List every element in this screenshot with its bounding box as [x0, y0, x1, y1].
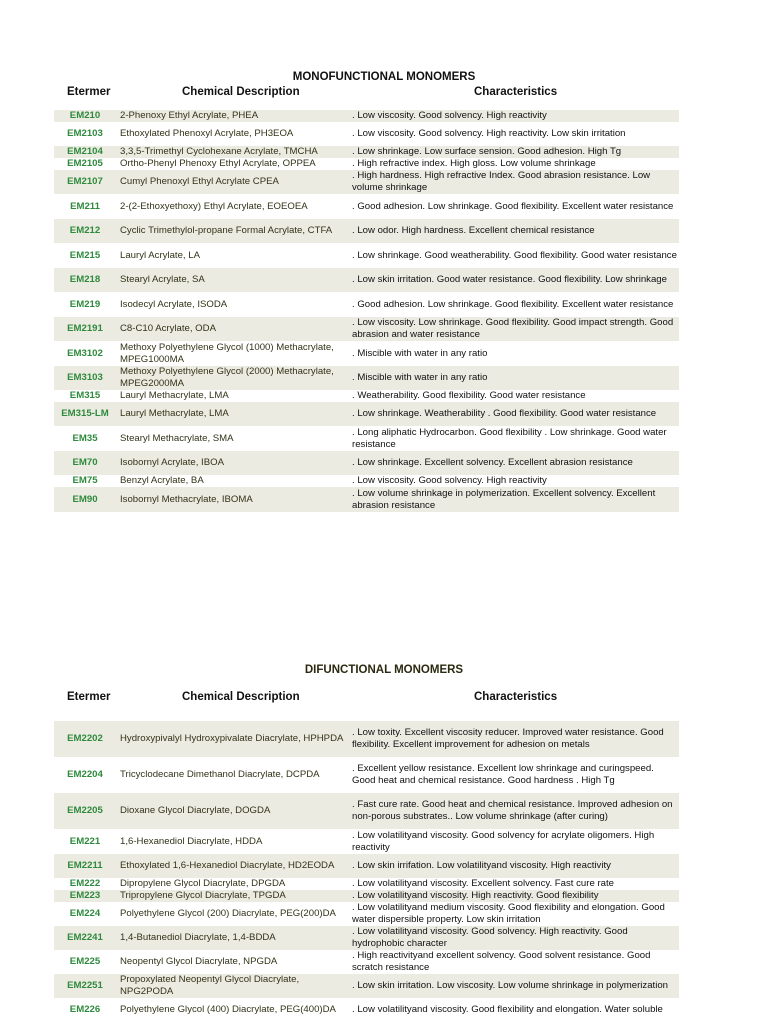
- product-code: EM2191: [54, 317, 116, 341]
- section-title: MONOFUNCTIONAL MONOMERS: [292, 71, 476, 83]
- header-etermer: Etermer: [67, 691, 111, 703]
- characteristics: . Long aliphatic Hydrocarbon. Good flexibility . Low shrinkage. Good water resistance: [352, 426, 667, 450]
- table-row: [54, 487, 679, 512]
- table-row: [54, 475, 679, 487]
- table-row: [54, 721, 679, 757]
- characteristics: . Low skin irritation. Low viscosity. Low volume shrinkage in polymerization: [348, 974, 679, 998]
- table-row: [54, 390, 679, 402]
- product-code: EM218: [54, 268, 116, 292]
- table-row: [54, 998, 679, 1022]
- chemical-description: 2-(2-Ethoxyethoxy) Ethyl Acrylate, EOEOEA: [120, 200, 308, 212]
- chemical-description: Isobornyl Acrylate, IBOA: [116, 451, 348, 475]
- product-code: EM70: [54, 451, 116, 475]
- table-row: [54, 829, 679, 854]
- table-row: [54, 854, 679, 878]
- table-row: [54, 890, 679, 902]
- characteristics: . Low shrinkage. Weatherability . Good flexibility. Good water resistance: [348, 402, 679, 426]
- product-code: EM2103: [67, 128, 103, 140]
- product-code: EM219: [69, 298, 101, 310]
- table-header: [0, 84, 768, 100]
- chemical-description: Hydroxypivalyl Hydroxypivalate Diacrylate, HPHPDA: [116, 721, 348, 757]
- table-row: [54, 158, 679, 170]
- chemical-description: Ethoxylated 1,6-Hexanediol Diacrylate, HD2EODA: [116, 854, 348, 878]
- product-code: EM226: [69, 1004, 101, 1016]
- characteristics: . Low odor. High hardness. Excellent chemical resistance: [348, 219, 679, 243]
- header-description: Chemical Description: [182, 86, 300, 98]
- characteristics: . Low shrinkage. Excellent solvency. Excellent abrasion resistance: [348, 451, 679, 475]
- chemical-description: Lauryl Acrylate, LA: [120, 249, 200, 261]
- table-row: [54, 317, 679, 341]
- chemical-description: Tricyclodecane Dimethanol Diacrylate, DCPDA: [120, 769, 320, 781]
- product-code: EM2204: [67, 769, 103, 781]
- characteristics: . Low viscosity. Good solvency. High reactivity. Low skin irritation: [352, 128, 626, 140]
- product-code: EM2251: [54, 974, 116, 998]
- chemical-description: Isobornyl Methacrylate, IBOMA: [116, 487, 348, 512]
- table-row: [54, 878, 679, 890]
- product-code: EM75: [72, 475, 98, 487]
- characteristics: . Fast cure rate. Good heat and chemical resistance. Improved adhesion on non-porous substrates.. Low volume shrinkage (after curing): [348, 793, 679, 829]
- table-row: [54, 926, 679, 950]
- product-code: EM315-LM: [54, 402, 116, 426]
- chemical-description: Dipropylene Glycol Diacrylate, DPGDA: [120, 878, 286, 890]
- table-header: [0, 689, 768, 705]
- characteristics: . Miscible with water in any ratio: [352, 347, 488, 359]
- product-code: EM212: [54, 219, 116, 243]
- table-row: [54, 122, 679, 146]
- product-code: EM224: [69, 908, 101, 920]
- product-code: EM215: [69, 249, 101, 261]
- product-code: EM211: [70, 200, 100, 212]
- characteristics: . Low volatilityand viscosity. Good flexibility and elongation. Water soluble: [352, 1004, 663, 1016]
- characteristics: . Low viscosity. Low shrinkage. Good flexibility. Good impact strength. Good abrasion and water resistance: [348, 317, 679, 341]
- characteristics: . Low viscosity. Good solvency. High reactivity: [352, 475, 547, 487]
- characteristics: . Excellent yellow resistance. Excellent low shrinkage and curingspeed. Good heat and chemical resistance. Good hardness . High Tg: [352, 763, 654, 786]
- chemical-description: Cyclic Trimethylol-propane Formal Acrylate, CTFA: [116, 219, 348, 243]
- chemical-description: Tripropylene Glycol Diacrylate, TPGDA: [116, 890, 348, 902]
- table-row: [54, 268, 679, 292]
- chemical-description: Cumyl Phenoxyl Ethyl Acrylate CPEA: [116, 170, 348, 194]
- characteristics: . Good adhesion. Low shrinkage. Good flexibility. Excellent water resistance: [352, 200, 674, 212]
- table-row: [54, 451, 679, 475]
- table-row: [54, 110, 679, 122]
- product-code: EM221: [69, 835, 101, 847]
- chemical-description: Propoxylated Neopentyl Glycol Diacrylate, NPG2PODA: [116, 974, 348, 998]
- chemical-description: Stearyl Methacrylate, SMA: [120, 432, 234, 444]
- chemical-description: Dioxane Glycol Diacrylate, DOGDA: [116, 793, 348, 829]
- product-code: EM222: [69, 878, 101, 890]
- product-code: EM3103: [54, 366, 116, 390]
- chemical-description: 1,6-Hexanediol Diacrylate, HDDA: [120, 835, 263, 847]
- header-etermer: Etermer: [67, 86, 111, 98]
- table-row: [54, 950, 679, 974]
- chemical-description: Ethoxylated Phenoxyl Acrylate, PH3EOA: [120, 128, 294, 140]
- characteristics: . Low volatilityand viscosity. Excellent solvency. Fast cure rate: [352, 878, 614, 890]
- table-row: [54, 902, 679, 926]
- chemical-description: 3,3,5-Trimethyl Cyclohexane Acrylate, TMCHA: [116, 146, 348, 158]
- table-row: [54, 243, 679, 268]
- table-row: [54, 292, 679, 317]
- characteristics: . High hardness. High refractive Index. Good abrasion resistance. Low volume shrinkage: [348, 170, 679, 194]
- table-row: [54, 366, 679, 390]
- product-code: EM35: [72, 432, 98, 444]
- section-title: DIFUNCTIONAL MONOMERS: [304, 664, 464, 676]
- header-description: Chemical Description: [182, 691, 300, 703]
- header-characteristics: Characteristics: [474, 691, 558, 703]
- product-code: EM2205: [54, 793, 116, 829]
- chemical-description: Neopentyl Glycol Diacrylate, NPGDA: [120, 956, 278, 968]
- difunctional-section: [0, 663, 768, 1022]
- chemical-description: Isodecyl Acrylate, ISODA: [120, 298, 228, 310]
- table-row: [54, 194, 679, 219]
- difunctional-table: [54, 721, 679, 1022]
- table-row: [54, 146, 679, 158]
- chemical-description: Polyethylene Glycol (200) Diacrylate, PEG(200)DA: [120, 908, 336, 920]
- chemical-description: Stearyl Acrylate, SA: [116, 268, 348, 292]
- characteristics: . High reactivityand excellent solvency. Good solvent resistance. Good scratch resistance: [352, 950, 651, 973]
- product-code: EM225: [69, 956, 101, 968]
- table-row: [54, 402, 679, 426]
- table-row: [54, 170, 679, 194]
- characteristics: . Low skin irritation. Good water resistance. Good flexibility. Low shrinkage: [348, 268, 679, 292]
- characteristics: . High refractive index. High gloss. Low volume shrinkage: [352, 158, 596, 170]
- characteristics: . Weatherability. Good flexibility. Good water resistance: [352, 390, 586, 402]
- chemical-description: Methoxy Polyethylene Glycol (2000) Methacrylate, MPEG2000MA: [116, 366, 348, 390]
- product-code: EM2241: [54, 926, 116, 950]
- characteristics: . Good adhesion. Low shrinkage. Good flexibility. Excellent water resistance: [352, 298, 674, 310]
- chemical-description: Lauryl Methacrylate, LMA: [116, 402, 348, 426]
- product-code: EM90: [54, 487, 116, 512]
- chemical-description: Benzyl Acrylate, BA: [120, 475, 204, 487]
- chemical-description: Methoxy Polyethylene Glycol (1000) Methacrylate, MPEG1000MA: [120, 341, 334, 365]
- characteristics: . Low shrinkage. Low surface sension. Good adhesion. High Tg: [348, 146, 679, 158]
- monofunctional-table: [54, 110, 679, 512]
- product-code: EM2211: [54, 854, 116, 878]
- product-code: EM2105: [67, 158, 103, 170]
- table-row: [54, 341, 679, 366]
- header-characteristics: Characteristics: [474, 86, 558, 98]
- characteristics: . Low toxity. Excellent viscosity reducer. Improved water resistance. Good flexibility. Excellent improvement for adhesion on metals: [348, 721, 679, 757]
- product-code: EM210: [54, 110, 116, 122]
- chemical-description: C8-C10 Acrylate, ODA: [116, 317, 348, 341]
- characteristics: . Low volatilityand viscosity. High reactivity. Good flexibility: [348, 890, 679, 902]
- characteristics: . Low volatilityand viscosity. Good solvency. High reactivity. Good hydrophobic character: [348, 926, 679, 950]
- table-row: [54, 974, 679, 998]
- characteristics: . Low volume shrinkage in polymerization. Excellent solvency. Excellent abrasion resistance: [348, 487, 679, 512]
- product-code: EM223: [54, 890, 116, 902]
- table-row: [54, 793, 679, 829]
- product-code: EM315: [69, 390, 101, 402]
- monofunctional-section: [0, 70, 768, 512]
- chemical-description: Polyethylene Glycol (400) Diacrylate, PEG(400)DA: [120, 1004, 336, 1016]
- chemical-description: Ortho-Phenyl Phenoxy Ethyl Acrylate, OPPEA: [120, 158, 316, 170]
- table-row: [54, 757, 679, 793]
- chemical-description: 2-Phenoxy Ethyl Acrylate, PHEA: [116, 110, 348, 122]
- table-row: [54, 219, 679, 243]
- characteristics: . Low volatilityand medium viscosity. Good flexibility and elongation. Good water dispersible property. Low skin irritation: [352, 902, 665, 925]
- product-code: EM2202: [54, 721, 116, 757]
- characteristics: . Low viscosity. Good solvency. High reactivity: [348, 110, 679, 122]
- chemical-description: Lauryl Methacrylate, LMA: [120, 390, 229, 402]
- product-code: EM2107: [54, 170, 116, 194]
- product-code: EM2104: [54, 146, 116, 158]
- characteristics: . Low skin irrifation. Low volatilityand viscosity. High reactivity: [348, 854, 679, 878]
- characteristics: . Miscible with water in any ratio: [348, 366, 679, 390]
- product-code: EM3102: [67, 347, 103, 359]
- chemical-description: 1,4-Butanediol Diacrylate, 1,4-BDDA: [116, 926, 348, 950]
- characteristics: . Low shrinkage. Good weatherability. Good flexibility. Good water resistance: [352, 249, 677, 261]
- table-row: [54, 426, 679, 451]
- characteristics: . Low volatilityand viscosity. Good solvency for acrylate oligomers. High reactivity: [352, 829, 655, 853]
